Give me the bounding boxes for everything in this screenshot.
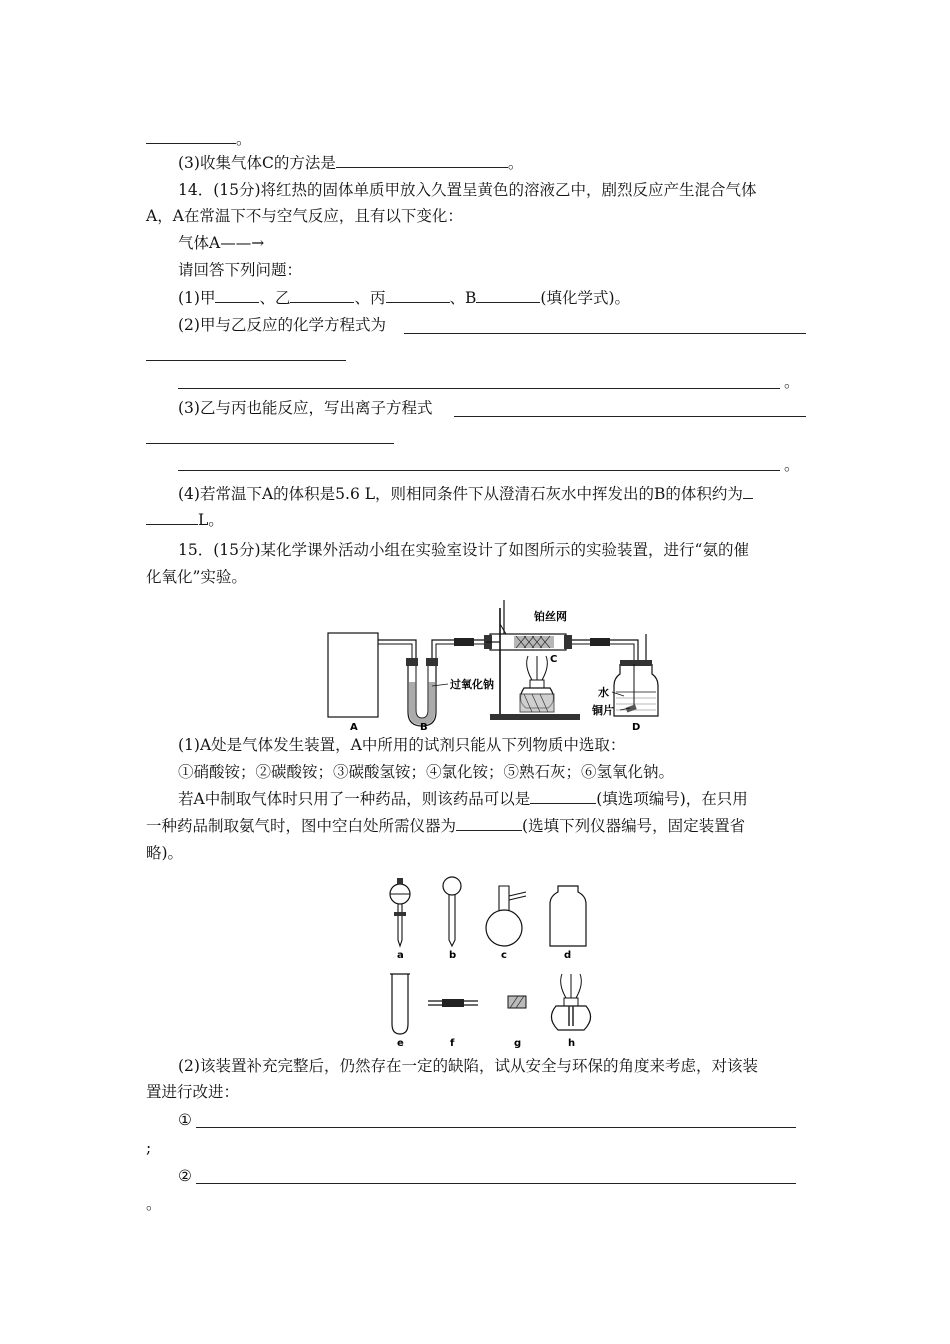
instrument-h xyxy=(551,974,590,1030)
answer-line[interactable] xyxy=(178,470,780,471)
answer-2-end: 。 xyxy=(146,1195,162,1213)
apparatus-a-box xyxy=(328,633,378,717)
answer-blank[interactable] xyxy=(146,129,236,144)
bottle-d xyxy=(614,634,658,716)
q14-prompt: 请回答下列问题： xyxy=(178,261,303,279)
instrument-e xyxy=(390,974,410,1034)
label-copper: 铜片 xyxy=(592,704,614,717)
answer-line[interactable] xyxy=(404,333,806,334)
instrument-g xyxy=(508,996,526,1008)
q14-stem-line2: A，A在常温下不与空气反应，且有以下变化： xyxy=(146,207,463,225)
answer-blank[interactable] xyxy=(476,288,540,303)
answer-line-1[interactable] xyxy=(196,1127,796,1128)
u-tube-b xyxy=(406,658,438,726)
q15-stem-line2: 化氧化”实验。 xyxy=(146,568,247,586)
label-g: g xyxy=(514,1038,522,1049)
answer-blank[interactable] xyxy=(456,816,522,831)
apparatus-figure xyxy=(320,600,670,732)
instrument-a xyxy=(390,878,410,946)
q14-part1: (1)甲 、乙 、丙 、B (填化学式)。 xyxy=(178,289,630,307)
answer-line[interactable] xyxy=(146,360,346,361)
answer-1-end: ; xyxy=(146,1139,152,1157)
instrument-f xyxy=(428,999,478,1007)
q15-part1-reagents: ①硝酸铵；②碳酸铵；③碳酸氢铵；④氯化铵；⑤熟石灰；⑥氢氧化钠。 xyxy=(178,763,675,781)
answer-blank[interactable] xyxy=(336,153,508,168)
q15-stem-line1: 15．(15分)某化学课外活动小组在实验室设计了如图所示的实验装置，进行“氨的催 xyxy=(178,541,749,559)
q15-part2-line1: (2)该装置补充完整后，仍然存在一定的缺陷，试从安全与环保的角度来考虑，对该装 xyxy=(178,1057,758,1075)
alcohol-lamp xyxy=(520,656,554,712)
label-pt-mesh: 铂丝网 xyxy=(534,610,567,623)
label-d: D xyxy=(632,722,641,733)
label-peroxide: 过氧化钠 xyxy=(450,678,494,691)
label-d: d xyxy=(564,950,572,961)
q14-part4-line2: L。 xyxy=(146,510,224,530)
answer-blank[interactable] xyxy=(215,288,259,303)
answer-blank[interactable] xyxy=(530,789,596,804)
label-c: C xyxy=(550,654,558,665)
label-water: 水 xyxy=(598,686,609,699)
q14-scheme: 气体A——→ xyxy=(178,234,265,252)
q15-part1-line5: 略)。 xyxy=(146,844,184,862)
answer-1-mark: ① xyxy=(178,1111,192,1129)
answer-blank[interactable] xyxy=(743,484,753,499)
label-a: a xyxy=(397,950,404,961)
instrument-b xyxy=(443,877,461,946)
answer-blank[interactable] xyxy=(146,510,198,525)
answer-line[interactable] xyxy=(178,388,780,389)
q14-part3-end: 。 xyxy=(784,456,800,474)
answer-line[interactable] xyxy=(146,443,394,444)
q13-tail-line: 。 xyxy=(146,129,252,149)
label-b: B xyxy=(420,722,428,733)
q15-part2-line2: 置进行改进： xyxy=(146,1083,240,1101)
label-h: h xyxy=(568,1038,576,1049)
instrument-d xyxy=(550,886,586,946)
answer-line[interactable] xyxy=(454,416,806,417)
q15-part1-line4: 一种药品制取氨气时，图中空白处所需仪器为 (选填下列仪器编号，固定装置省 xyxy=(146,817,746,835)
instruments-figure xyxy=(380,870,600,1050)
label-e: e xyxy=(397,1038,404,1049)
q14-part2: (2)甲与乙反应的化学方程式为 xyxy=(178,316,386,334)
q14-part2-end: 。 xyxy=(784,373,800,391)
answer-2-mark: ② xyxy=(178,1167,192,1185)
answer-line-2[interactable] xyxy=(196,1183,796,1184)
answer-blank[interactable] xyxy=(290,288,354,303)
label-f: f xyxy=(450,1038,455,1049)
q14-stem-line1: 14．(15分)将红热的固体单质甲放入久置呈黄色的溶液乙中，剧烈反应产生混合气体 xyxy=(178,181,757,199)
q14-part4-line1: (4)若常温下A的体积是5.6 L，则相同条件下从澄清石灰水中挥发出的B的体积约为 xyxy=(178,484,753,504)
label-a: A xyxy=(350,722,358,733)
answer-blank[interactable] xyxy=(386,288,450,303)
label-c: c xyxy=(501,950,507,961)
q14-part3: (3)乙与丙也能反应，写出离子方程式 xyxy=(178,399,433,417)
instrument-c xyxy=(486,886,526,946)
q15-part1-line3: 若A中制取气体时只用了一种药品，则该药品可以是 (填选项编号)，在只用 xyxy=(178,790,748,808)
label-b: b xyxy=(449,950,457,961)
q13-part3: (3)收集气体C的方法是 。 xyxy=(178,154,524,172)
q15-part1-line1: (1)A处是气体发生装置，A中所用的试剂只能从下列物质中选取： xyxy=(178,736,626,754)
